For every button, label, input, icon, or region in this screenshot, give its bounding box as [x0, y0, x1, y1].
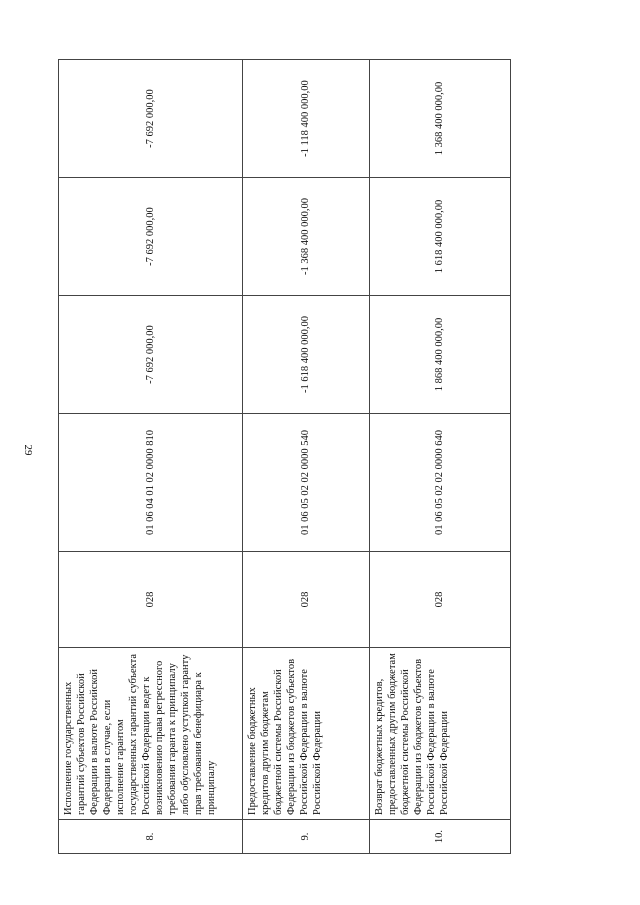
- amount-year-3: -1 118 400 000,00: [243, 60, 370, 178]
- page-number: 29: [22, 444, 34, 456]
- amount-year-3: 1 368 400 000,00: [369, 60, 510, 178]
- amount-year-1: -7 692 000,00: [59, 296, 243, 414]
- row-index: 10.: [369, 820, 510, 854]
- kbk-code: 01 06 04 01 02 0000 810: [59, 414, 243, 552]
- amount-year-1: 1 868 400 000,00: [369, 296, 510, 414]
- table-row: [243, 60, 370, 854]
- kbk-code: 01 06 05 02 02 0000 640: [369, 414, 510, 552]
- row-index: 8.: [59, 820, 243, 854]
- amount-year-2: -7 692 000,00: [59, 178, 243, 296]
- amount-year-3: -7 692 000,00: [59, 60, 243, 178]
- admin-code: 028: [243, 552, 370, 648]
- row-description: Предоставление бюджетных кредитов другим бюджетам бюджетной системы Российской Федерации из бюджетов субъектов Российской Федерации в валюте Российской Федерации: [243, 648, 370, 820]
- row-description: Исполнение государственных гарантий субъектов Российской Федерации в валюте Российской Федерации в случае, если исполнение гарантом государственных гарантий субъекта Российской Федерации ведет к возникновению права регрессного требования гаранта к принципалу либо обусловлено уступкой гаранту прав требования бенефициара к принципалу: [59, 648, 243, 820]
- amount-year-2: -1 368 400 000,00: [243, 178, 370, 296]
- table-row: [369, 60, 510, 854]
- amount-year-2: 1 618 400 000,00: [369, 178, 510, 296]
- row-description: Возврат бюджетных кредитов, предоставленных другим бюджетам бюджетной системы Российской Федерации из бюджетов субъектов Российской Федерации в валюте Российской Федерации: [369, 648, 510, 820]
- table-row: [59, 60, 243, 854]
- admin-code: 028: [59, 552, 243, 648]
- amount-year-1: -1 618 400 000,00: [243, 296, 370, 414]
- budget-sources-table: [58, 59, 511, 854]
- kbk-code: 01 06 05 02 02 0000 540: [243, 414, 370, 552]
- budget-table-rotated: [58, 60, 511, 854]
- row-index: 9.: [243, 820, 370, 854]
- admin-code: 028: [369, 552, 510, 648]
